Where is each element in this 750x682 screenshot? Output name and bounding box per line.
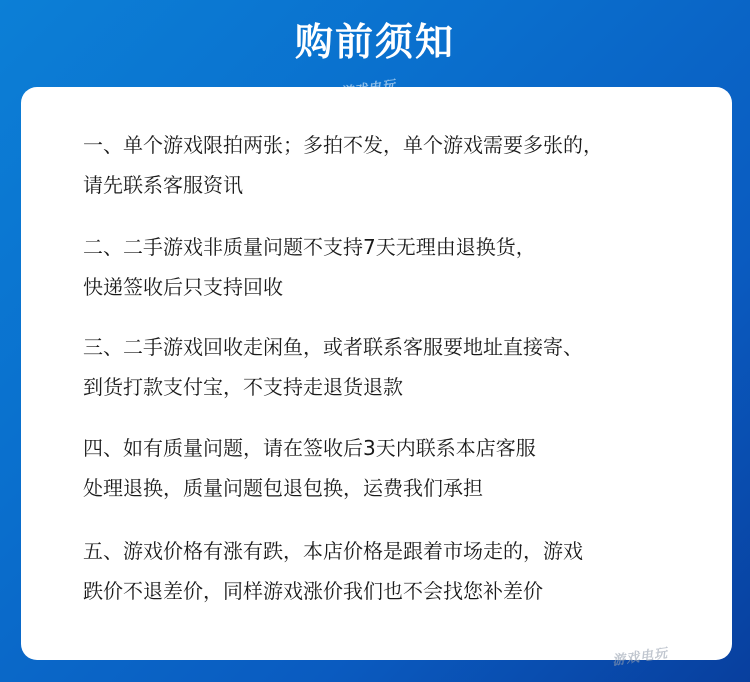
rule-line: 快递签收后只支持回收 xyxy=(83,275,283,299)
rule-line: 五、游戏价格有涨有跌，本店价格是跟着市场走的，游戏 xyxy=(83,539,583,563)
rule-line: 一、单个游戏限拍两张；多拍不发，单个游戏需要多张的， xyxy=(83,133,603,157)
rule-item-1 xyxy=(83,125,723,205)
watermark-logo-bottom: 游戏电玩 xyxy=(611,646,670,669)
rule-item-5 xyxy=(83,531,723,611)
rule-line: 处理退换，质量问题包退包换，运费我们承担 xyxy=(83,476,483,500)
rule-item-2 xyxy=(83,227,723,307)
rule-item-3 xyxy=(83,327,723,407)
rule-line: 到货打款支付宝，不支持走退货退款 xyxy=(83,375,403,399)
rule-line: 二、二手游戏非质量问题不支持7天无理由退换货， xyxy=(83,235,536,259)
rule-line: 四、如有质量问题，请在签收后3天内联系本店客服 xyxy=(83,436,536,460)
rule-line: 请先联系客服资讯 xyxy=(83,173,243,197)
page-title: 购前须知 xyxy=(294,20,455,64)
rule-line: 跌价不退差价，同样游戏涨价我们也不会找您补差价 xyxy=(83,579,543,603)
notice-card xyxy=(21,87,732,660)
rule-item-4 xyxy=(83,428,723,508)
rule-line: 三、二手游戏回收走闲鱼，或者联系客服要地址直接寄、 xyxy=(83,335,583,359)
